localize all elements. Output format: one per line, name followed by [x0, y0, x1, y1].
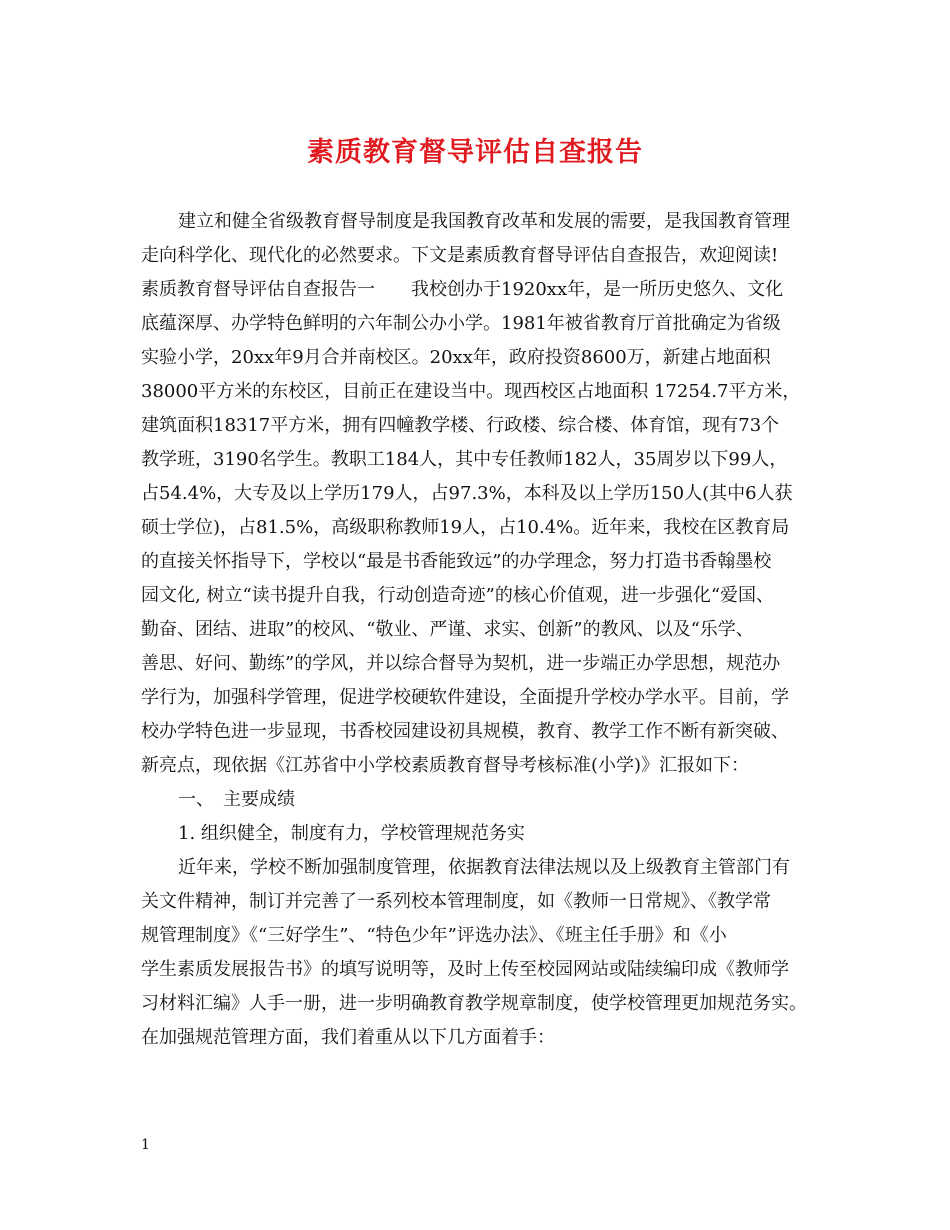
body-line: 建立和健全省级教育督导制度是我国教育改革和发展的需要，是我国教育管理 [178, 211, 790, 232]
body-line: 近年来，学校不断加强制度管理，依据教育法律法规以及上级教育主管部门有 [178, 857, 790, 878]
body-line: 走向科学化、现代化的必然要求。下文是素质教育督导评估自查报告，欢迎阅读! [141, 245, 779, 266]
subsection-heading: 1. 组织健全，制度有力，学校管理规范务实 [178, 823, 525, 844]
body-line: 素质教育督导评估自查报告一 我校创办于1920xx年，是一所历史悠久、文化 [141, 279, 784, 300]
body-line: 底蕴深厚、办学特色鲜明的六年制公办小学。1981年被省教育厅首批确定为省级 [141, 313, 781, 334]
body-line: 园文化, 树立“读书提升自我，行动创造奇迹”的核心价值观，进一步强化“爱国、 [141, 585, 775, 606]
body-line: 占54.4%，大专及以上学历179人，占97.3%，本科及以上学历150人(其中6人获 [141, 483, 793, 504]
body-line: 学行为，加强科学管理，促进学校硬软件建设，全面提升学校办学水平。目前，学 [141, 687, 789, 708]
body-line: 善思、好问、勤练”的学风，并以综合督导为契机，进一步端正办学思想，规范办 [141, 653, 781, 674]
body-line: 教学班，3190名学生。教职工184人，其中专任教师182人，35周岁以下99人， [141, 449, 788, 470]
body-line: 勤奋、团结、进取”的校风、“敬业、严谨、求实、创新”的教风、以及“乐学、 [141, 619, 754, 640]
body-line: 的直接关怀指导下，学校以“最是书香能致远”的办学理念，努力打造书香翰墨校 [141, 551, 772, 572]
body-line: 学生素质发展报告书》的填写说明等，及时上传至校园网站或陆续编印成《教师学 [141, 959, 789, 980]
body-line: 校办学特色进一步显现，书香校园建设初具规模，教育、教学工作不断有新突破、 [141, 721, 789, 742]
section-heading: 一、 主要成绩 [178, 789, 295, 810]
body-line: 建筑面积18317平方米，拥有四幢教学楼、行政楼、综合楼、体育馆，现有73个 [141, 415, 780, 436]
body-line: 关文件精神，制订并完善了一系列校本管理制度，如《教师一日常规》、《教学常 [141, 891, 771, 912]
page-number: 1 [141, 1137, 150, 1153]
body-line: 38000平方米的东校区，目前正在建设当中。现西校区占地面积 17254.7平方米， [141, 381, 801, 402]
body-line: 新亮点，现依据《江苏省中小学校素质教育督导考核标准(小学)》汇报如下： [141, 755, 750, 776]
body-line: 规管理制度》《“三好学生”、“特色少年”评选办法》、《班主任手册》和《小 [141, 925, 727, 946]
body-line: 硕士学位)，占81.5%，高级职称教师19人，占10.4%。近年来，我校在区教育局 [141, 517, 790, 538]
body-line: 实验小学，20xx年9月合并南校区。20xx年，政府投资8600万，新建占地面积 [141, 347, 771, 368]
document-title: 素质教育督导评估自查报告 [307, 137, 643, 168]
body-line: 在加强规范管理方面，我们着重从以下几方面着手： [141, 1027, 555, 1048]
body-line: 习材料汇编》人手一册，进一步明确教育教学规章制度，使学校管理更加规范务实。 [141, 993, 807, 1014]
